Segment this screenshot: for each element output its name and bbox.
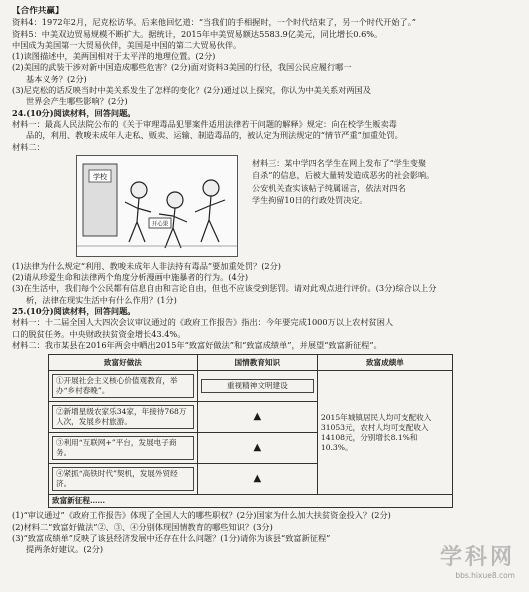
q24-sub-2: (2)请从珍爱生命和法律两个角度分析漫画中施暴者的行为。(4分) [12, 272, 249, 283]
q25-material1-line-2: 口的脱贫任务。中央财政扶贫资金增长43.4%。 [12, 328, 186, 339]
q25-sub-1: (1)“审议通过”《政府工作报告》体现了全国人大的哪些职权？(2分)国家为什么加大扶贫资金投入？(2分) [12, 510, 391, 521]
table-header-knowledge: 国情教育知识 [197, 355, 317, 371]
practice-cell: ②新增星级农家乐34家，年接待768万人次，发展乡村旅游。 [52, 405, 194, 429]
score-cell: 2015年城镇居民人均可支配收入31053元，农村人均可支配收入14108元，分别增长8.1%和10.3%。 [317, 371, 452, 495]
q24-material1-line-1: 材料一：最高人民法院公布的《关于审理毒品犯罪案件适用法律若干问题的解释》规定：向在校学生贩卖毒 [12, 118, 397, 129]
q25-title: 25.(10分)阅读材料，回答问题。 [12, 306, 136, 317]
material5-line-2: 中国成为美国第一大贸易伙伴，美国是中国的第二大贸易伙伴。 [12, 39, 242, 50]
q23-sub-2: (2)美国的武装干涉对新中国造成哪些危害？(2分)面对资料3美国的行径，我国公民应履行哪一 [12, 62, 352, 73]
practice-cell: ①开展社会主义核心价值观教育，举办“乡村春晚”。 [52, 374, 194, 398]
q24-material3-line-2: 自杀”的信息，后被大量转发造成恶劣的社会影响。 [252, 170, 435, 181]
knowledge-cell: ▲ [197, 402, 317, 433]
q25-material2: 材料二：我市某县在2016年两会中晒出2015年“致富好做法”和“致富成绩单”，并展望“致富新征程”。 [12, 339, 382, 350]
q24-material3 [252, 155, 519, 259]
q24-title: 24.(10分)阅读材料，回答问题。 [12, 107, 136, 118]
q24-material-row [12, 155, 519, 259]
material5-line-1: 资料5：中美双边贸易规模不断扩大。据统计，2015年中美贸易额达5583.9亿美元，同比增长0.6%。 [12, 28, 383, 39]
q24-material2-label: 材料二： [12, 141, 45, 152]
knowledge-cell: 重视精神文明建设 [201, 379, 314, 393]
q23-sub-1: (1)读图描述中，美两国相对于太平洋的地理位置。(2分) [12, 51, 216, 62]
watermark-brand: 学科网 [439, 545, 515, 570]
table-row [49, 371, 453, 402]
q23-sub-2b: 基本义务？(2分) [26, 73, 87, 84]
q24-sub-1: (1)法律为什么规定“利用、教唆未成年人非法持有毒品”要加重处罚？(2分) [12, 260, 282, 271]
watermark-url: bbs.hixue8.com [455, 571, 515, 580]
watermark [395, 540, 515, 580]
cartoon-illustration [77, 156, 237, 256]
table-footer-row [49, 495, 453, 508]
school-sign: 学校 [93, 172, 107, 181]
table-header-score: 致富成绩单 [317, 355, 452, 371]
q24-material3-line-3: 公安机关查实该帖子纯属谣言，依法对四名 [252, 182, 406, 193]
table-header-row [49, 355, 453, 371]
q24-sub-3b: 析，法律在现实生活中有什么作用？(1分) [26, 294, 177, 305]
table-header-practice: 致富好做法 [49, 355, 198, 371]
knowledge-cell: ▲ [197, 464, 317, 495]
q23-sub-3b: 世界会产生哪些影响？(2分) [26, 96, 128, 107]
q25-material1-line-1: 材料一：十二届全国人大四次会议审议通过的《政府工作报告》指出：今年要完成1000万以上农村贫困人 [12, 317, 394, 328]
q24-material3-line-1: 材料三：某中学四名学生在网上发布了“学生变聚 [252, 157, 427, 168]
knowledge-cell: ▲ [197, 433, 317, 464]
q23-sub-3: (3)尼克松的话反映当时中美关系发生了怎样的变化？(2分)通过以上探究，你认为中美关系对两国及 [12, 85, 371, 96]
q25-sub-3b: 提两条好建议。(2分) [26, 544, 104, 555]
drug-cartoon-image [76, 155, 238, 257]
q25-sub-2: (2)材料二“致富好做法”②、③、④分别体现国情教育的哪些知识？(3分) [12, 521, 273, 532]
pill-box-label: 开心果 [151, 221, 169, 228]
q24-material1-line-2: 品的，利用、教唆未成年人走私、贩卖、运输、制造毒品的，被认定为刑法规定的“情节严重”加重处罚。 [26, 130, 403, 141]
q25-sub-3: (3)“致富成绩单”反映了该县经济发展中还存在什么问题？(1分)请你为该县“致富新征程” [12, 532, 331, 543]
section-header: 【合作共赢】 [12, 6, 64, 16]
q24-sub-3: (3)在生活中，我们每个公民都有信息自由和言论自由，但也不应该受到惩罚。请对此观点进行评价。(3分)综合以上分 [12, 283, 437, 294]
table-footer: 致富新征程…… [49, 495, 453, 508]
wealth-table [48, 354, 453, 508]
q24-material3-line-4: 学生拘留10日的行政处罚决定。 [252, 195, 368, 206]
practice-cell: ④紧抓“高铁时代”契机，发展外贸经济。 [52, 467, 194, 491]
practice-cell: ③利用“互联网+”平台，发展电子商务。 [52, 436, 194, 460]
material4-line-1: 资料4：1972年2月，尼克松访华。后来他回忆道：“当我们的手相握时，一个时代结束了，另一个时代开始了。” [12, 17, 416, 28]
